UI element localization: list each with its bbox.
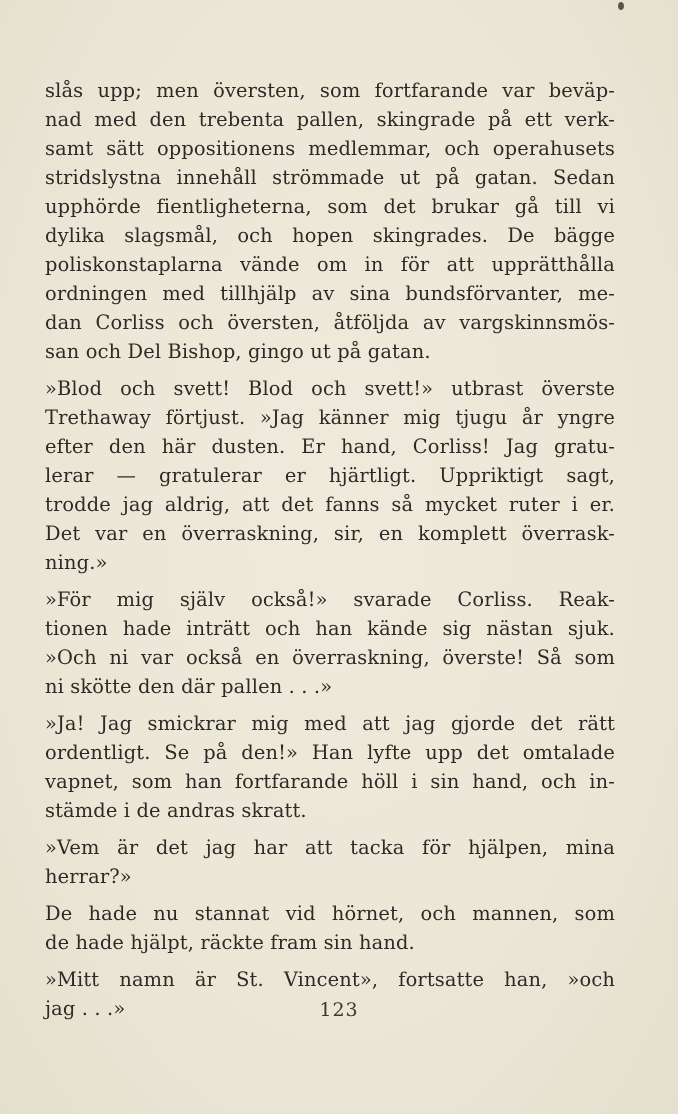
paragraph-1	[45, 76, 615, 366]
text-line: de hade hjälpt, räckte fram sin hand.	[45, 931, 415, 954]
text-line: Trethaway förtjust. »Jag känner mig tjugu år yngre	[45, 406, 615, 429]
page-number: 123	[319, 999, 359, 1021]
text-line: vapnet, som han fortfarande höll i sin hand, och in-	[45, 770, 615, 793]
text-line: tionen hade inträtt och han kände sig nästan sjuk.	[45, 617, 615, 640]
text-line: ordningen med tillhjälp av sina bundsförvanter, me-	[45, 282, 615, 305]
text-line: slås upp; men översten, som fortfarande var beväp-	[45, 79, 615, 102]
text-line: Det var en överraskning, sir, en komplett överrask-	[45, 522, 615, 545]
text-line: dylika slagsmål, och hopen skingrades. De bägge	[45, 224, 615, 247]
text-line: »Mitt namn är St. Vincent», fortsatte han, »och	[45, 968, 615, 991]
text-line: »För mig själv också!» svarade Corliss. Reak-	[45, 588, 615, 611]
text-line: ning.»	[45, 551, 108, 574]
text-line: san och Del Bishop, gingo ut på gatan.	[45, 340, 431, 363]
text-line: jag . . .»	[45, 997, 126, 1020]
text-line: »Och ni var också en överraskning, överste! Så som	[45, 646, 615, 669]
text-line: efter den här dusten. Er hand, Corliss! Jag gratu-	[45, 435, 615, 458]
text-line: lerar — gratulerar er hjärtligt. Uppriktigt sagt,	[45, 464, 615, 487]
text-line: samt sätt oppositionens medlemmar, och operahusets	[45, 137, 615, 160]
paragraph-3	[45, 585, 615, 701]
text-line: poliskonstaplarna vände om in för att upprätthålla	[45, 253, 615, 276]
paragraph-5	[45, 833, 615, 891]
text-line: trodde jag aldrig, att det fanns så mycket ruter i er.	[45, 493, 615, 516]
text-line: herrar?»	[45, 865, 132, 888]
ink-speck	[618, 2, 624, 10]
paragraph-2	[45, 374, 615, 577]
text-line: dan Corliss och översten, åtföljda av vargskinnsmös-	[45, 311, 615, 334]
text-line: stämde i de andras skratt.	[45, 799, 307, 822]
text-line: »Vem är det jag har att tacka för hjälpen, mina	[45, 836, 615, 859]
paragraph-6	[45, 899, 615, 957]
text-line: stridslystna innehåll strömmade ut på gatan. Sedan	[45, 166, 615, 189]
paragraph-4	[45, 709, 615, 825]
text-line: upphörde fientligheterna, som det brukar gå till vi	[45, 195, 615, 218]
text-line: »Blod och svett! Blod och svett!» utbrast överste	[45, 377, 615, 400]
text-line: »Ja! Jag smickrar mig med att jag gjorde det rätt	[45, 712, 615, 735]
text-line: ni skötte den där pallen . . .»	[45, 675, 333, 698]
text-line: ordentligt. Se på den!» Han lyfte upp det omtalade	[45, 741, 615, 764]
text-line: De hade nu stannat vid hörnet, och mannen, som	[45, 902, 615, 925]
body-text	[45, 76, 615, 1031]
text-line: nad med den trebenta pallen, skingrade på ett verk-	[45, 108, 615, 131]
